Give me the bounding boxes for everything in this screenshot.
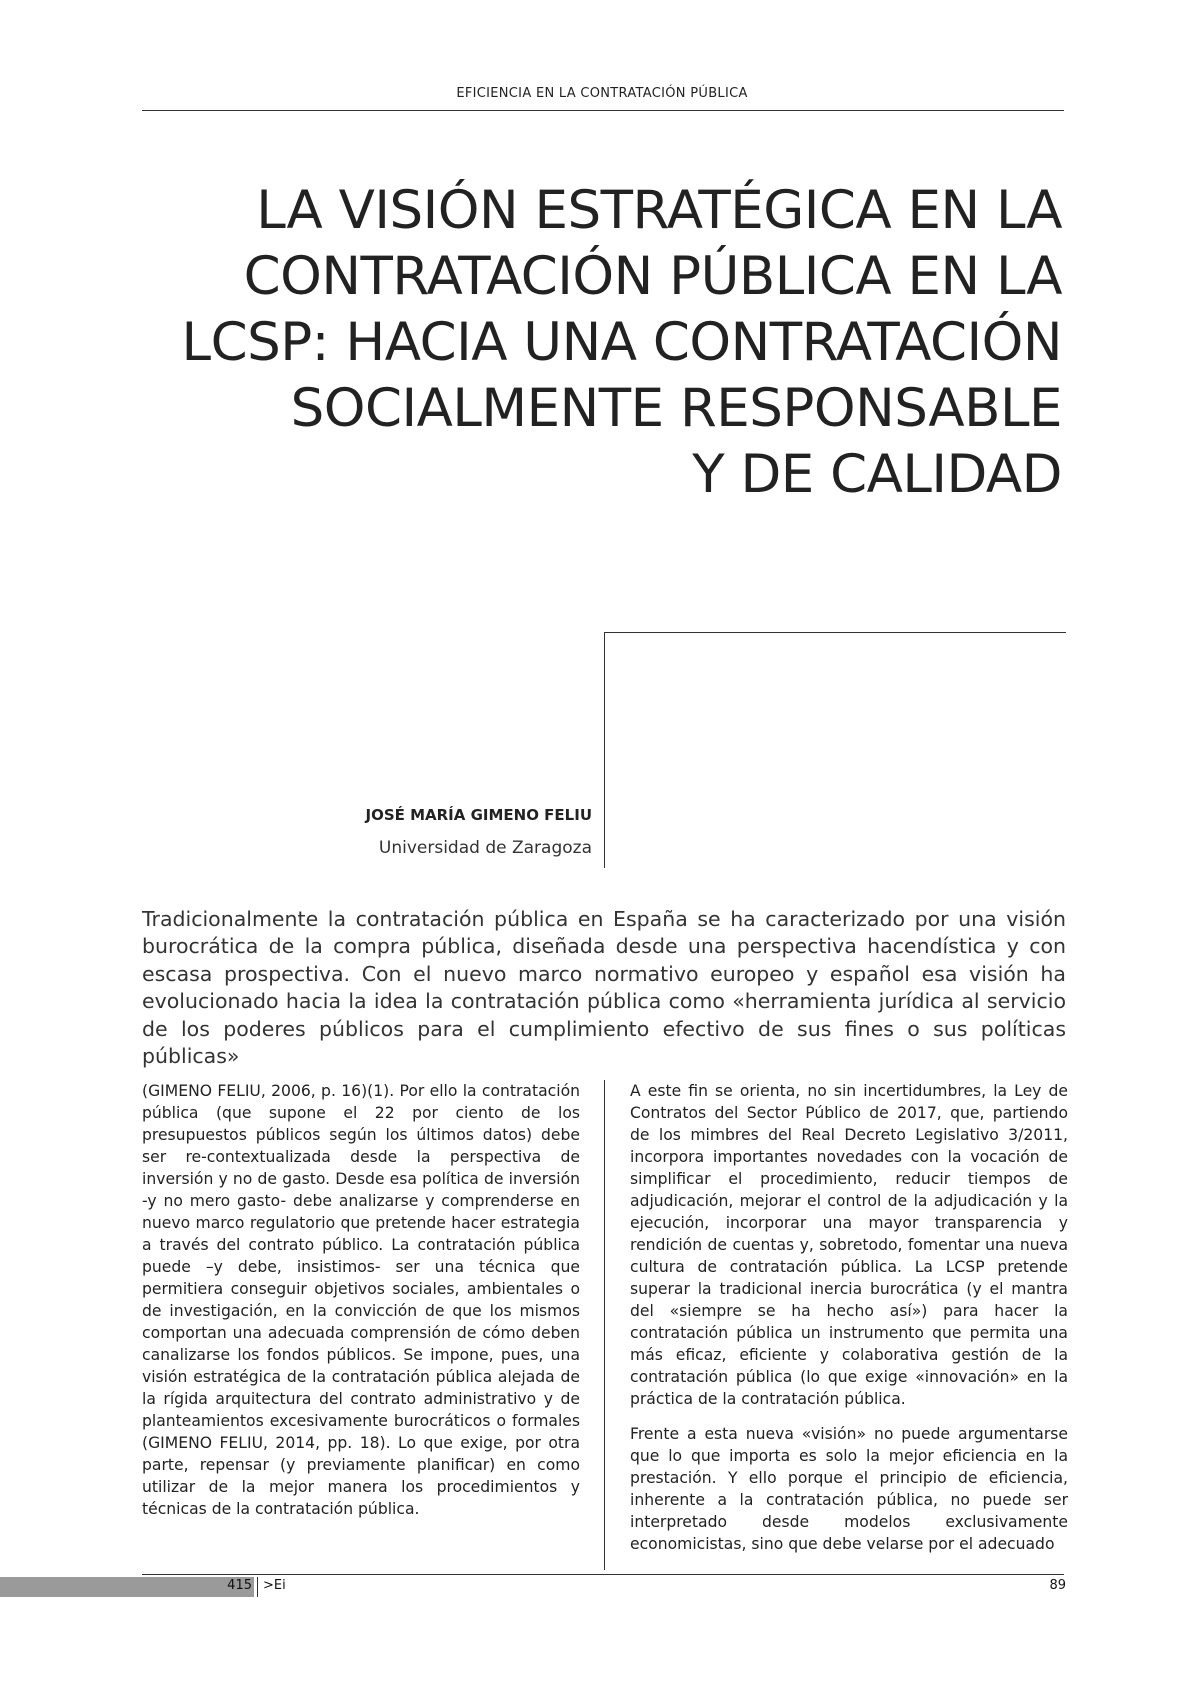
author-affiliation: Universidad de Zaragoza	[378, 838, 592, 858]
issue-number: 415	[227, 1578, 252, 1593]
body-column-left	[142, 1080, 580, 1533]
column-divider	[604, 1080, 605, 1570]
article-title	[142, 178, 1062, 508]
body-column-right	[630, 1080, 1068, 1568]
title-line: LCSP: HACIA UNA CONTRATACIÓN	[181, 312, 1062, 373]
body-paragraph: A este fin se orienta, no sin incertidumbres, la Ley de Contratos del Sector Público de 2017, que, partiendo de los mimbres del Real Decreto Legislativo 3/2011, incorpora importantes novedades con la vocación de simplificar el procedimiento, reducir tiempos de adjudicación, mejorar el control de la adjudicación y la ejecución, incorporar una mayor transparencia y rendición de cuentas y, sobretodo, fomentar una nueva cultura de contratación pública. La LCSP pretende superar la tradicional inercia burocrática (y el mantra del «siempre se ha hecho así») para hacer la contratación pública un instrumento que permita una más eficaz, eficiente y colaborativa gestión de la contratación pública (lo que exige «innovación» en la práctica de la contratación pública.	[630, 1082, 1068, 1408]
header-rule	[142, 110, 1064, 111]
running-title: EFICIENCIA EN LA CONTRATACIÓN PÚBLICA	[456, 86, 748, 101]
title-line: LA VISIÓN ESTRATÉGICA EN LA	[256, 180, 1062, 241]
journal-name: >Ei	[263, 1578, 286, 1593]
body-paragraph: Frente a esta nueva «visión» no puede argumentarse que lo que importa es solo la mejor eficiencia en la prestación. Y ello porque el principio de eficiencia, inherente a la contratación pública, no puede ser interpretado desde modelos exclusivamente economicistas, sino que debe velarse por el adecuado	[630, 1425, 1068, 1553]
body-paragraph: (GIMENO FELIU, 2006, p. 16)(1). Por ello la contratación pública (que supone el 22 por ciento de los presupuestos públicos según los últimos datos) debe ser re-contextualizada desde la perspectiva de inversión y no de gasto. Desde esa política de inversión -y no mero gasto- debe analizarse y comprenderse en nuevo marco regulatorio que pretende hacer estrategia a través del contrato público. La contratación pública puede –y debe, insistimos- ser una técnica que permitiera conseguir objetivos sociales, ambientales o de investigación, en la convicción de que los mismos comportan una adecuada comprensión de cómo deben canalizarse los fondos públicos. Se impone, pues, una visión estratégica de la contratación pública alejada de la rígida arquitectura del contrato administrativo y de planteamientos excesivamente burocráticos o formales (GIMENO FELIU, 2014, pp. 18). Lo que exige, por otra parte, repensar (y previamente planificar) en como utilizar de la mejor manera los procedimientos y técnicas de la contratación pública.	[142, 1082, 580, 1518]
title-line: SOCIALMENTE RESPONSABLE	[290, 378, 1062, 439]
abstract: Tradicionalmente la contratación pública en España se ha caracterizado por una visión burocrática de la compra pública, diseñada desde una perspectiva hacendística y con escasa prospectiva. Con el nuevo marco normativo europeo y español esa visión ha evolucionado hacia la idea la contratación pública como «herramienta jurídica al servicio de los poderes públicos para el cumplimiento efectivo de sus fines o sus políticas públicas»	[142, 907, 1066, 1069]
title-line: CONTRATACIÓN PÚBLICA EN LA	[243, 246, 1062, 307]
title-line: Y DE CALIDAD	[692, 444, 1062, 505]
author-box-left-rule	[604, 632, 605, 868]
author-name: JOSÉ MARÍA GIMENO FELIU	[365, 806, 592, 824]
footer-rule	[142, 1574, 1064, 1575]
footer-separator	[257, 1577, 258, 1597]
page-number: 89	[1049, 1578, 1066, 1593]
author-box-top-rule	[604, 632, 1066, 633]
